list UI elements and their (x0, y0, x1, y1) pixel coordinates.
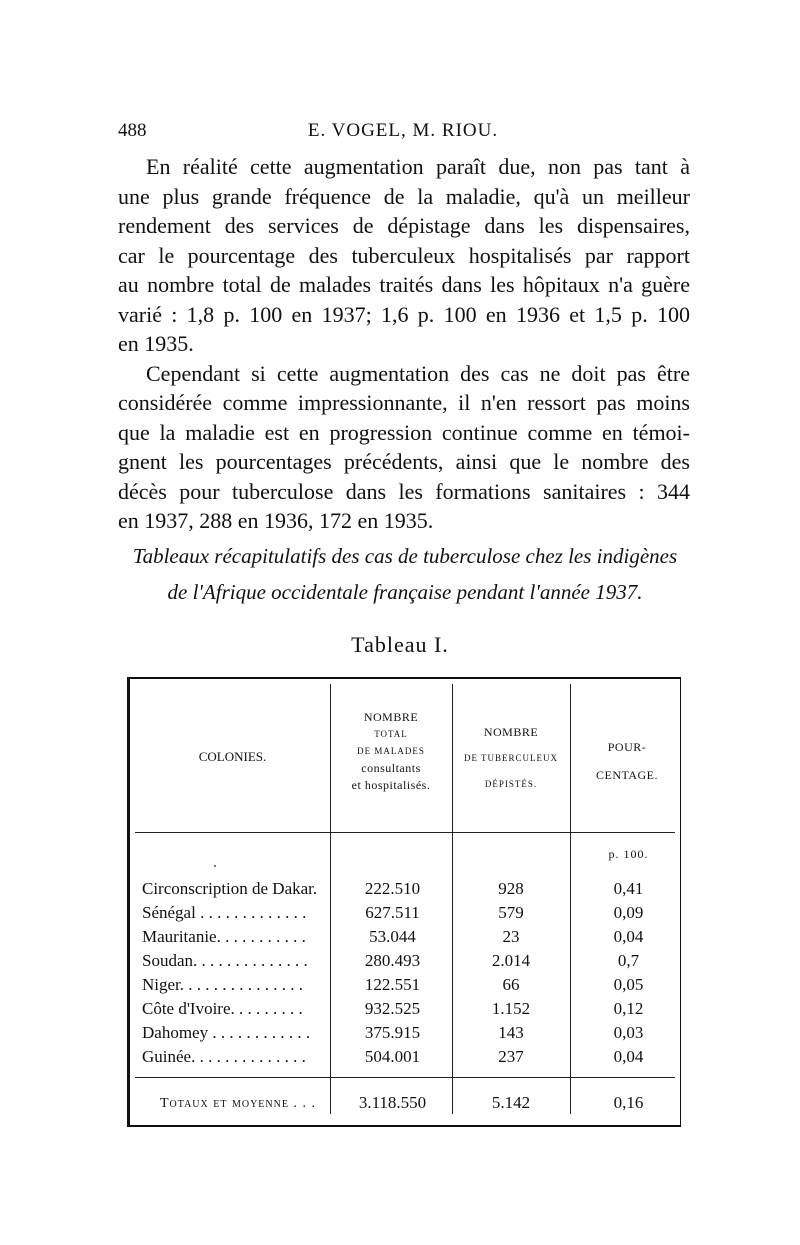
running-title: E. VOGEL, M. RIOU. (307, 120, 499, 141)
header-text: POUR- (607, 740, 647, 754)
text-line: varié : 1,8 p. 100 en 1937; 1,6 p. 100 en 1936 et 1,5 p. 100 (118, 301, 690, 327)
table-cell: Dahomey . . . . . . . . . . . . (142, 1023, 311, 1042)
text-line: Cependant si cette augmentation des cas ne doit pas être (146, 360, 690, 386)
text-line: décès pour tuberculose dans les formations sanitaires : 344 (118, 478, 690, 504)
table-caption (110, 538, 700, 610)
header-colonies (135, 749, 330, 765)
caption-line: Tableaux récapitulatifs des cas de tuberculose chez les indigènes (132, 544, 678, 568)
table-cell: 0,04 (613, 927, 644, 946)
header-text: DE TUBERCULEUX (463, 753, 559, 763)
table-cell: 5.142 (491, 1093, 531, 1112)
table-row (130, 975, 684, 999)
text-line: gnent les pourcentages précédents, ainsi que le nombre des (118, 449, 690, 474)
header-text: DE MALADES (357, 746, 425, 756)
header-text: NOMBRE (483, 725, 539, 739)
table-cell: 122.551 (364, 975, 421, 994)
table-cell: 579 (498, 903, 524, 922)
table-row (130, 999, 684, 1023)
table-cell: 932.525 (364, 999, 421, 1018)
table-cell: Mauritanie. . . . . . . . . . . (142, 927, 306, 946)
text-line: que la maladie est en progression continue comme en témoi- (118, 419, 690, 445)
caption-line: de l'Afrique occidentale française pendant l'année 1937. (167, 580, 643, 604)
totals-rule (135, 1077, 675, 1078)
body-text (118, 152, 690, 536)
table-cell: 1.152 (491, 999, 531, 1018)
table-cell: Côte d'Ivoire. . . . . . . . . (142, 999, 303, 1018)
table-row (130, 1023, 684, 1047)
table-cell: 0,16 (613, 1093, 644, 1112)
text-line: en 1937, 288 en 1936, 172 en 1935. (118, 508, 434, 533)
table-cell: 222.510 (364, 879, 421, 898)
statistics-table (127, 677, 681, 1127)
table-cell: 280.493 (364, 951, 421, 970)
header-text: NOMBRE (363, 710, 419, 724)
table-cell: Sénégal . . . . . . . . . . . . . (142, 903, 307, 922)
table-row (130, 951, 684, 975)
table-cell: Guinée. . . . . . . . . . . . . . (142, 1047, 306, 1066)
table-cell: 2.014 (491, 951, 531, 970)
text-line: au nombre total de malades traités dans les hôpitaux n'a guère (118, 272, 690, 297)
table-row (130, 927, 684, 951)
stray-dot (214, 865, 216, 867)
unit-label: p. 100. (608, 847, 649, 861)
table-cell: 928 (498, 879, 524, 898)
header-total (330, 709, 452, 794)
header-text: et hospitalisés. (351, 778, 431, 792)
table-cell: 0,7 (617, 951, 640, 970)
header-rule (135, 832, 675, 833)
running-head (118, 120, 688, 150)
table-cell: 23 (502, 927, 520, 946)
table-cell: 0,41 (613, 879, 644, 898)
table-cell: 0,12 (613, 999, 644, 1018)
table-cell: Soudan. . . . . . . . . . . . . . (142, 951, 308, 970)
table-cell: 375.915 (364, 1023, 421, 1042)
header-text: consultants (361, 761, 421, 775)
table-cell: 0,05 (613, 975, 644, 994)
table-row (130, 879, 684, 903)
table-cell: 627.511 (365, 903, 420, 922)
table-cell: 66 (502, 975, 520, 994)
table-cell: 53.044 (369, 927, 416, 946)
header-percentage (570, 733, 684, 789)
totals-row (130, 1093, 684, 1117)
table-cell: Niger. . . . . . . . . . . . . . . (142, 975, 304, 994)
header-text: DÉPISTÉS. (484, 779, 538, 789)
table-cell: 0,09 (613, 903, 644, 922)
page-number: 488 (118, 120, 147, 141)
table-cell: 237 (498, 1047, 524, 1066)
table-row (130, 1047, 684, 1071)
table-cell: 0,03 (613, 1023, 644, 1042)
header-depistes (452, 719, 570, 797)
text-line: une plus grande fréquence de la maladie, qu'à un meilleur (118, 183, 690, 209)
text-line: car le pourcentage des tuberculeux hospitalisés par rapport (118, 242, 690, 268)
table-cell: Circonscription de Dakar. (142, 879, 318, 898)
table-cell: 0,04 (613, 1047, 644, 1066)
text-line: en 1935. (118, 331, 194, 356)
text-line: rendement des services de dépistage dans les dispensaires, (118, 213, 690, 238)
header-text: TOTAL (374, 729, 408, 739)
table-cell: Totaux et moyenne . . . (160, 1096, 316, 1111)
header-text: COLONIES. (198, 749, 267, 764)
table-cell: 143 (498, 1023, 524, 1042)
header-text: CENTAGE. (595, 768, 659, 782)
table-cell: 3.118.550 (358, 1093, 427, 1112)
text-line: considérée comme impressionnante, il n'en ressort pas moins (118, 390, 690, 415)
table-row (130, 903, 684, 927)
table-title: Tableau I. (351, 632, 449, 657)
text-line: En réalité cette augmentation paraît due, non pas tant à (146, 154, 690, 179)
table-cell: 504.001 (364, 1047, 421, 1066)
